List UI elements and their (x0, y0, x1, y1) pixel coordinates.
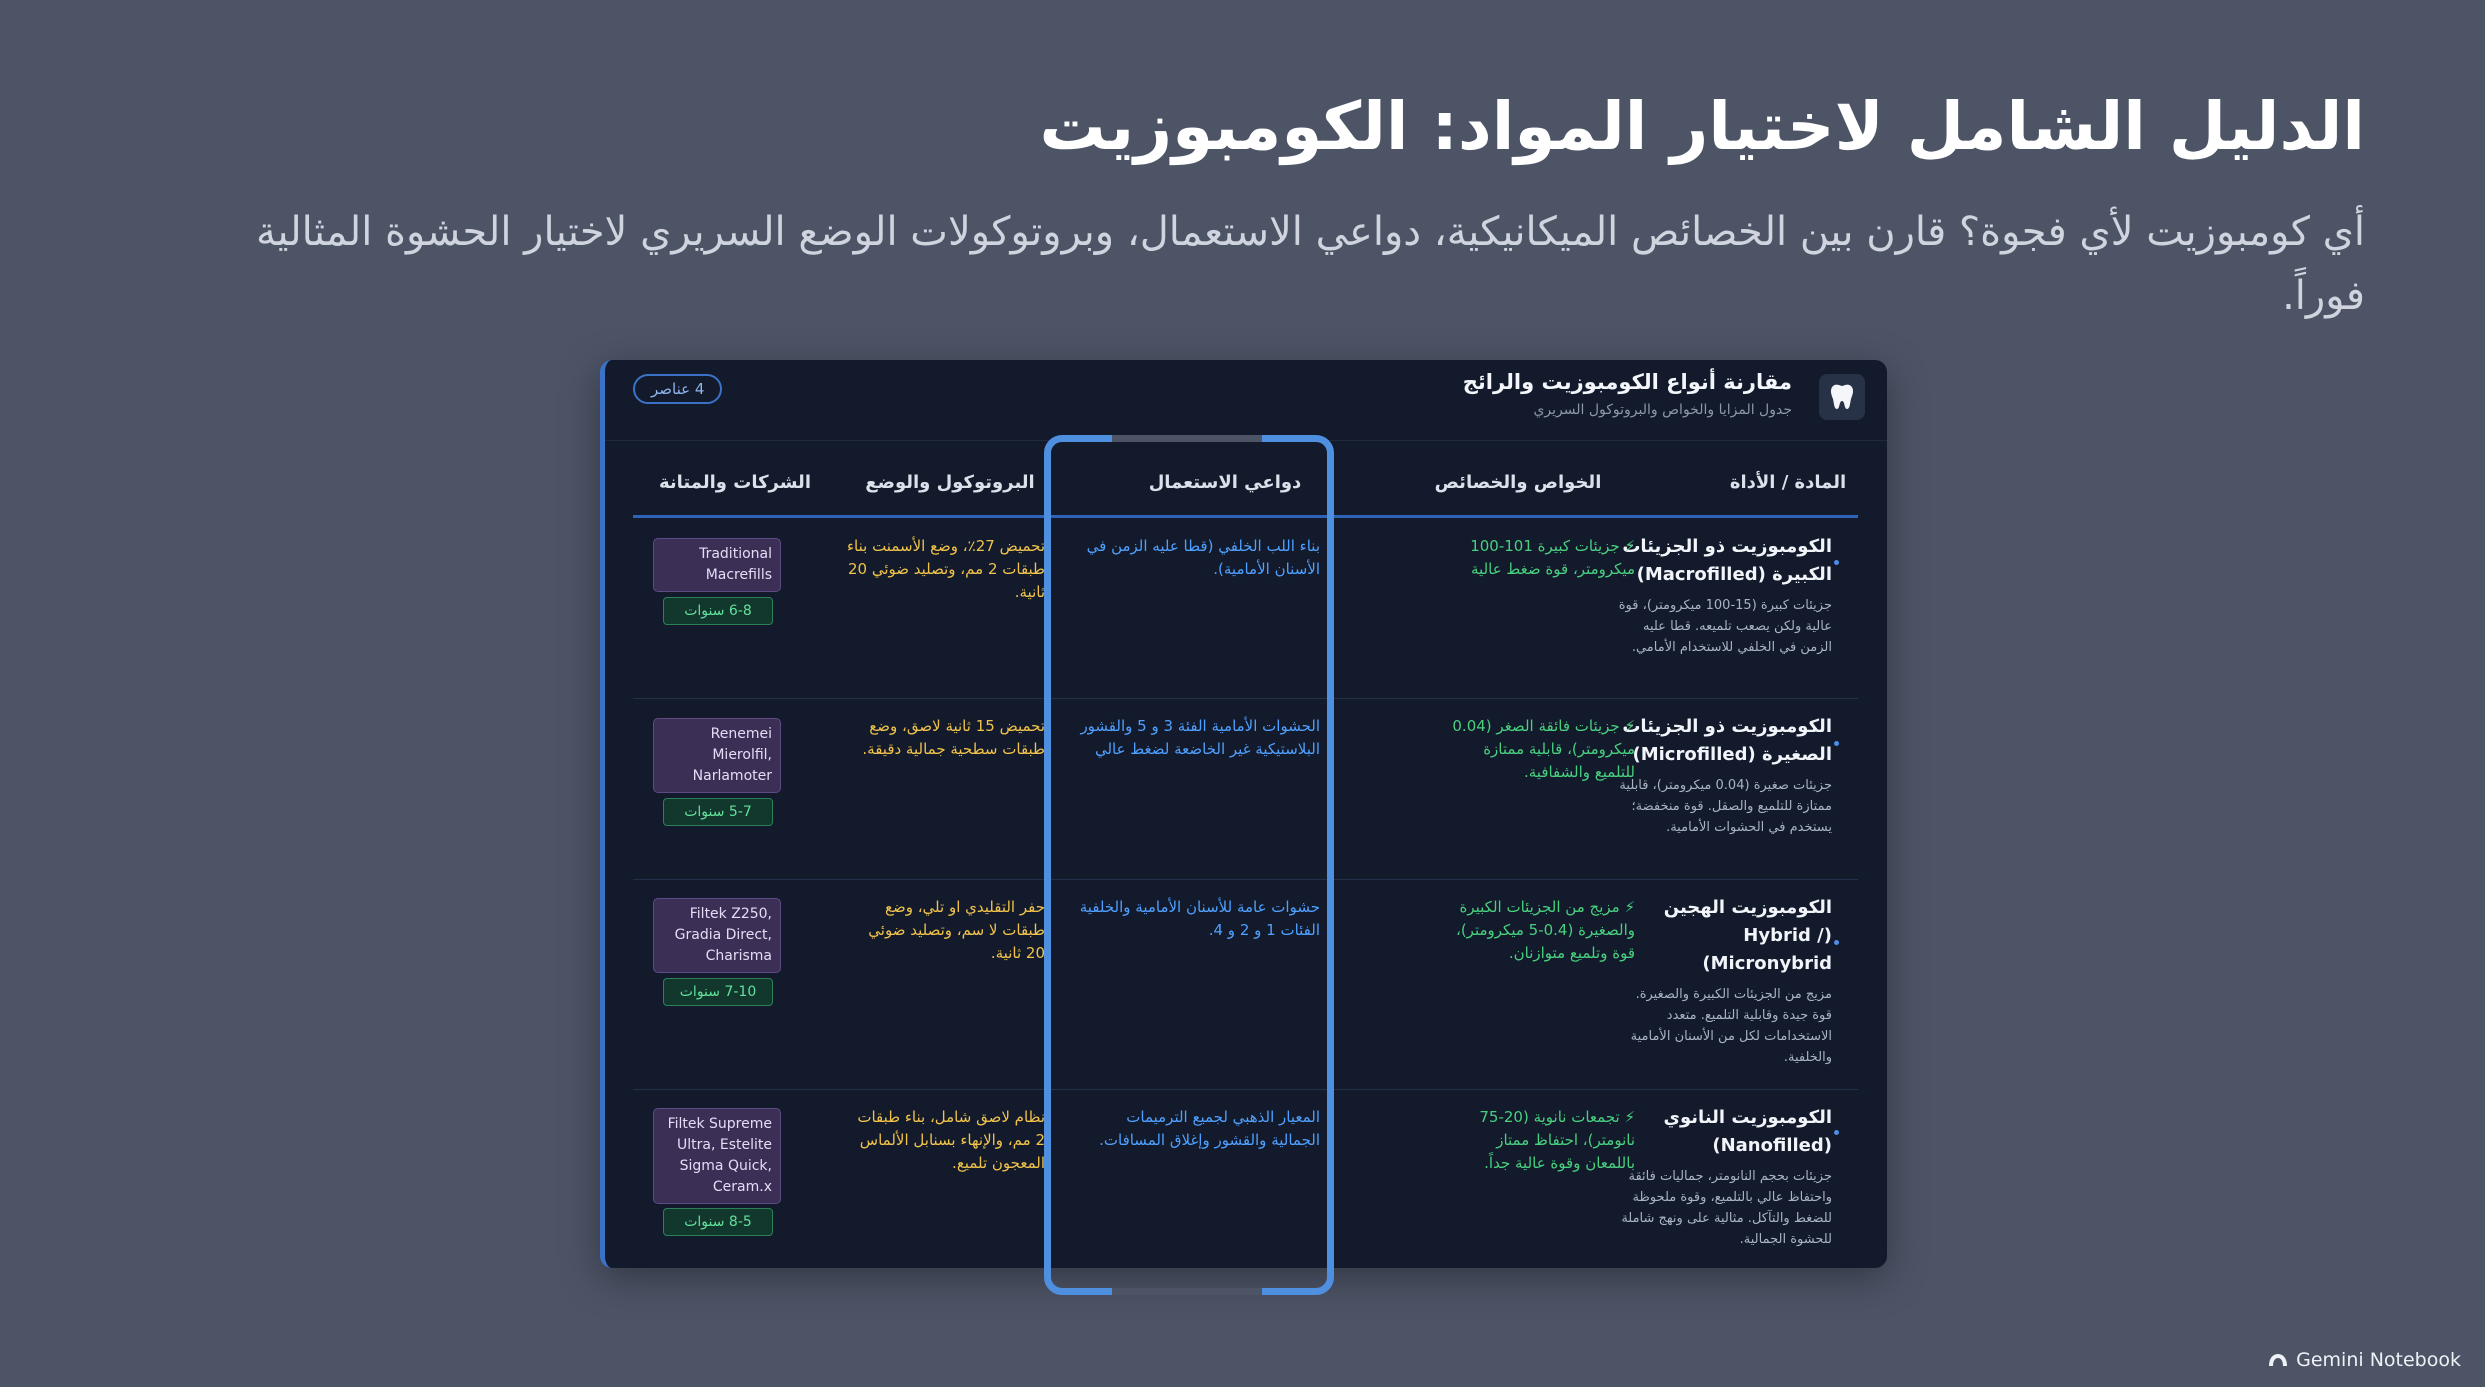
protocol-cell: نظام لاصق شامل، بناء طبقات 2 مم، والإنهاء بسنابل الألماس المعجون تلميع. (857, 1108, 1045, 1172)
material-cell (1612, 1104, 1832, 1250)
brand-box: Traditional Macrefills (653, 538, 781, 592)
durability-badge: 5-7 سنوات (663, 798, 773, 826)
indications-cell: بناء اللب الخلفي (قطا عليه الزمن في الأسنان الأمامية). (1086, 537, 1320, 578)
gemini-notebook-icon (2268, 1352, 2288, 1368)
material-name: الكومبوزيت الهجين (Hybrid / Micronybrid) (1663, 897, 1832, 974)
durability-badge: 6-8 سنوات (663, 597, 773, 625)
material-desc: جزيئات صغيرة (0.04 ميكرومتر)، قابلية ممتازة للتلميع والصقل. قوة منخفضة؛ يستخدم في الحشوات الأمامية. (1619, 778, 1832, 835)
header-material: المادة / الأداة (1729, 472, 1847, 493)
properties-cell: ⚡ جزيئات كبيرة 101-100 ميكرومتر، قوة ضغط عالية (1470, 537, 1635, 578)
row-bullet (1834, 1130, 1839, 1135)
material-desc: مزيج من الجزيئات الكبيرة والصغيرة. قوة جيدة وقابلية التلميع. متعدد الاستخدامات لكل من الأسنان الأمامية والخلفية. (1630, 987, 1832, 1065)
indications-cell: الحشوات الأمامية الفئة 3 و 5 والقشور البلاستيكية غير الخاضعة لضغط عالي (1080, 717, 1320, 758)
durability-badge: 7-10 سنوات (663, 978, 773, 1006)
bracket-gap-bottom (1112, 1288, 1262, 1295)
protocol-cell: حفر التقليدي او تلي، وضع طبقات لا سم، وتصليد ضوئي 20 ثانية. (868, 898, 1045, 962)
row-bullet (1834, 741, 1839, 746)
protocol-cell: تحميض 27٪، وضع الأسمنت بناء طبقات 2 مم، وتصليد ضوئي 20 ثانية. (846, 537, 1045, 601)
properties-cell: ⚡ جزيئات فائقة الصغر (0.04 ميكرومتر)، قابلية ممتازة للتلميع والشفافية. (1452, 717, 1635, 781)
slide-title: الدليل الشامل لاختيار المواد: الكومبوزيت (1039, 88, 2365, 165)
properties-cell: ⚡ تجمعات نانوية (20-75 نانومتر)، احتفاظ ممتاز باللمعان وقوة عالية جداً. (1479, 1108, 1635, 1172)
row-bullet (1834, 560, 1839, 565)
material-desc: جزيئات كبيرة (15-100 ميكرومتر)، قوة عالية ولكن يصعب تلميعه. قطا عليه الزمن في الخلفي للاستخدام الأمامي. (1618, 598, 1832, 655)
indications-highlight-frame (1044, 435, 1334, 1295)
brand-box: Filtek Supreme Ultra, Estelite Sigma Quick, Ceram.x (653, 1108, 781, 1204)
card-title: مقارنة أنواع الكومبوزيت والرائج (1462, 370, 1792, 394)
card-header (605, 360, 1887, 441)
footer-brand-label: Gemini Notebook (2296, 1349, 2461, 1371)
indications-cell: المعيار الذهبي لجميع الترميمات الجمالية والقشور وإغلاق المسافات. (1099, 1108, 1320, 1149)
row-bullet (1834, 940, 1839, 945)
tooth-icon (1819, 374, 1865, 420)
brand-box: Filtek Z250, Gradia Direct, Charisma (653, 898, 781, 973)
material-cell (1612, 533, 1832, 658)
bracket-gap-top (1112, 435, 1262, 442)
protocol-cell: تحميض 15 ثانية لاصق، وضع طبقات سطحية جمالية دقيقة. (862, 717, 1045, 758)
properties-cell: ⚡ مزيج من الجزيئات الكبيرة والصغيرة (0.4-5 ميكرومتر)، قوة وتلميع متوازنان. (1455, 898, 1635, 962)
material-name: الكومبوزيت ذو الجزيئات الكبيرة (Macrofilled) (1622, 536, 1832, 585)
count-badge: 4 عناصر (633, 374, 722, 404)
durability-badge: 8-5 سنوات (663, 1208, 773, 1236)
header-brands: الشركات والمتانة (659, 472, 811, 493)
indications-cell: حشوات عامة للأسنان الأمامية والخلفية الفئات 1 و 2 و 4. (1079, 898, 1320, 939)
header-protocol: البروتوكول والوضع (865, 472, 1035, 493)
material-name: الكومبوزيت ذو الجزيئات الصغيرة (Microfilled) (1622, 716, 1832, 765)
header-properties: الخواص والخصائص (1434, 472, 1602, 493)
material-name: الكومبوزيت النانوي (Nanofilled) (1663, 1107, 1832, 1156)
footer-brand (2268, 1349, 2461, 1371)
material-cell (1612, 894, 1832, 1068)
card-subtitle: جدول المزايا والخواص والبروتوكول السريري (1533, 402, 1792, 418)
material-cell (1612, 713, 1832, 838)
slide-subtitle: أي كومبوزيت لأي فجوة؟ قارن بين الخصائص الميكانيكية، دواعي الاستعمال، وبروتوكولات الوضع السريري لاختيار الحشوة المثالية فوراً. (255, 209, 2365, 319)
material-desc: جزيئات بحجم النانومتر، جماليات فائقة واحتفاظ عالي بالتلميع، وقوة ملحوظة للضغط والتآكل. مثالية على ونهج شاملة للحشوة الجمالية. (1621, 1169, 1832, 1247)
brand-box: Renemei Mierolfil, Narlamoter (653, 718, 781, 793)
header-indications: دواعي الاستعمال (1148, 472, 1302, 493)
